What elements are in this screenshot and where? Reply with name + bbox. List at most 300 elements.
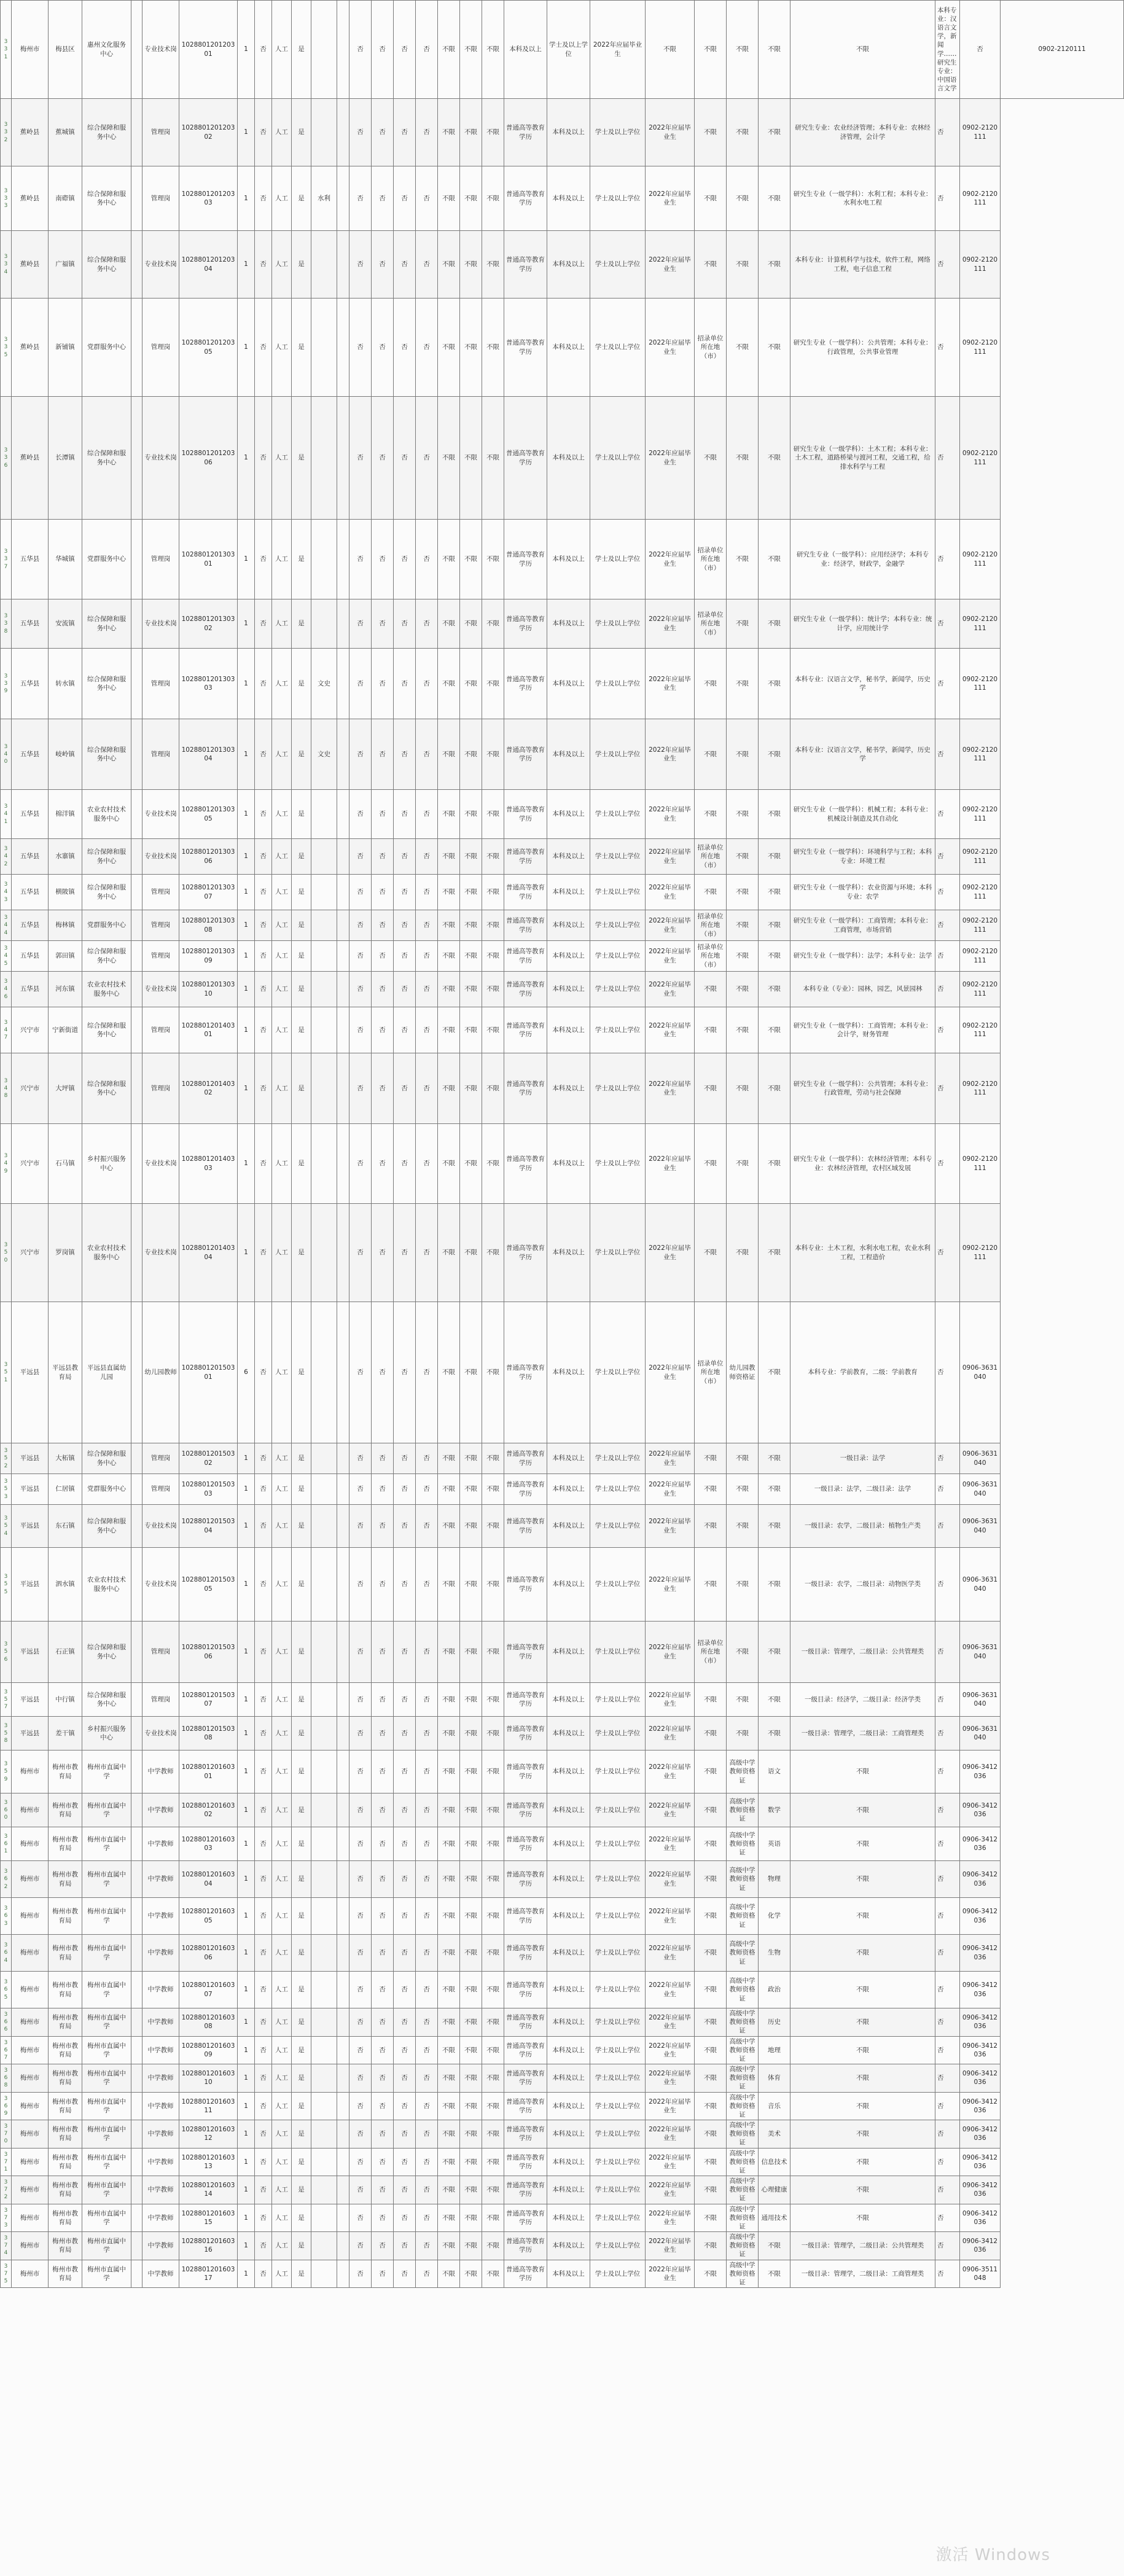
table-cell[interactable]: 是 <box>292 2008 311 2037</box>
table-cell[interactable]: 五华县 <box>12 941 49 972</box>
table-cell[interactable]: 梅州市直属中学 <box>82 2204 131 2232</box>
table-cell[interactable]: 102880120130307 <box>179 875 238 910</box>
table-cell[interactable]: 不限 <box>438 2120 460 2149</box>
table-cell[interactable]: 不限 <box>727 1474 759 1505</box>
table-cell[interactable]: 不限 <box>460 1548 482 1622</box>
table-cell[interactable]: 中学教师 <box>142 2260 179 2288</box>
table-cell[interactable]: 否 <box>349 299 372 397</box>
table-cell[interactable]: 不限 <box>482 2148 504 2176</box>
table-cell[interactable]: 梅州市直属中学 <box>82 2120 131 2149</box>
table-cell[interactable]: 不限 <box>482 875 504 910</box>
table-cell[interactable]: 人工 <box>272 1204 292 1302</box>
table-cell[interactable]: 招录单位所在地（市） <box>695 1302 727 1443</box>
table-cell[interactable] <box>131 1007 142 1053</box>
table-cell[interactable]: 研究生专业（一级学科）：农林经济管理；本科专业：农林经济管理，农村区域发展 <box>790 1124 935 1204</box>
table-cell[interactable]: 不限 <box>695 1683 727 1717</box>
table-cell[interactable]: 招录单位所在地（市） <box>695 599 727 649</box>
row-number[interactable]: 366 <box>1 2008 12 2037</box>
table-cell[interactable]: 否 <box>394 99 416 166</box>
table-cell[interactable]: 102880120160307 <box>179 1972 238 2008</box>
table-cell[interactable]: 普通高等教育学历 <box>504 875 547 910</box>
table-cell[interactable]: 不限 <box>438 1898 460 1935</box>
table-cell[interactable]: 否 <box>255 839 272 875</box>
table-cell[interactable]: 2022年应届毕业生 <box>646 1007 695 1053</box>
table-cell[interactable]: 1 <box>238 1827 255 1861</box>
table-cell[interactable]: 梅州市 <box>12 2008 49 2037</box>
table-cell[interactable]: 梅州市 <box>12 2036 49 2064</box>
table-cell[interactable]: 1 <box>238 1443 255 1474</box>
table-cell[interactable]: 梅州市直属中学 <box>82 2064 131 2093</box>
table-cell[interactable]: 否 <box>349 2120 372 2149</box>
table-cell[interactable]: 不限 <box>460 839 482 875</box>
table-cell[interactable] <box>131 166 142 231</box>
table-cell[interactable] <box>311 1793 337 1827</box>
row-number[interactable]: 365 <box>1 1972 12 2008</box>
table-cell[interactable]: 0902-2120111 <box>960 299 1001 397</box>
table-cell[interactable]: 人工 <box>272 599 292 649</box>
table-cell[interactable]: 否 <box>372 2092 394 2120</box>
table-cell[interactable] <box>311 1827 337 1861</box>
table-cell[interactable]: 专业技术岗 <box>142 972 179 1007</box>
row-number[interactable]: 338 <box>1 599 12 649</box>
table-cell[interactable] <box>131 599 142 649</box>
table-cell[interactable] <box>337 1683 349 1717</box>
table-cell[interactable]: 不限 <box>727 1548 759 1622</box>
table-cell[interactable]: 否 <box>394 231 416 299</box>
table-cell[interactable]: 否 <box>372 1793 394 1827</box>
table-cell[interactable]: 是 <box>292 2092 311 2120</box>
table-cell[interactable] <box>311 1548 337 1622</box>
table-cell[interactable]: 否 <box>394 1474 416 1505</box>
table-cell[interactable]: 否 <box>349 649 372 719</box>
table-cell[interactable]: 否 <box>349 2232 372 2260</box>
table-cell[interactable]: 2022年应届毕业生 <box>646 2232 695 2260</box>
table-cell[interactable]: 管理岗 <box>142 719 179 790</box>
table-cell[interactable]: 2022年应届毕业生 <box>646 2204 695 2232</box>
table-cell[interactable]: 否 <box>372 790 394 839</box>
table-cell[interactable] <box>311 790 337 839</box>
table-cell[interactable]: 2022年应届毕业生 <box>646 2092 695 2120</box>
table-cell[interactable]: 历史 <box>759 2008 790 2037</box>
table-cell[interactable]: 不限 <box>482 1 504 99</box>
table-cell[interactable]: 不限 <box>482 1683 504 1717</box>
table-cell[interactable] <box>311 875 337 910</box>
table-cell[interactable]: 是 <box>292 1474 311 1505</box>
table-cell[interactable]: 否 <box>255 2064 272 2093</box>
table-cell[interactable]: 水寨镇 <box>49 839 82 875</box>
table-cell[interactable]: 人工 <box>272 231 292 299</box>
table-cell[interactable]: 否 <box>935 649 960 719</box>
table-cell[interactable]: 否 <box>416 166 438 231</box>
table-cell[interactable]: 否 <box>935 1505 960 1548</box>
table-cell[interactable]: 否 <box>255 1898 272 1935</box>
table-cell[interactable]: 学士及以上学位 <box>590 2260 646 2288</box>
table-cell[interactable]: 不限 <box>438 520 460 599</box>
table-cell[interactable]: 否 <box>255 941 272 972</box>
table-cell[interactable] <box>337 941 349 972</box>
table-cell[interactable]: 普通高等教育学历 <box>504 520 547 599</box>
table-cell[interactable]: 人工 <box>272 1505 292 1548</box>
table-cell[interactable]: 否 <box>394 2232 416 2260</box>
table-cell[interactable]: 否 <box>255 1 272 99</box>
table-cell[interactable]: 2022年应届毕业生 <box>646 1622 695 1683</box>
table-cell[interactable]: 否 <box>935 1443 960 1474</box>
table-cell[interactable]: 招录单位所在地（市） <box>695 299 727 397</box>
table-cell[interactable]: 否 <box>416 875 438 910</box>
table-cell[interactable] <box>131 2036 142 2064</box>
table-cell[interactable]: 本科及以上 <box>547 972 590 1007</box>
table-cell[interactable]: 不限 <box>460 1 482 99</box>
table-cell[interactable]: 是 <box>292 166 311 231</box>
table-cell[interactable]: 农业农村技术服务中心 <box>82 1204 131 1302</box>
table-cell[interactable]: 本科专业（专业）：园林，园艺，风景园林 <box>790 972 935 1007</box>
table-cell[interactable]: 学士及以上学位 <box>590 2008 646 2037</box>
table-cell[interactable]: 高级中学教师资格证 <box>727 1935 759 1972</box>
table-cell[interactable]: 兴宁市 <box>12 1007 49 1053</box>
table-cell[interactable]: 综合保障和服务中心 <box>82 1622 131 1683</box>
row-number[interactable]: 356 <box>1 1622 12 1683</box>
table-cell[interactable]: 0902-2120111 <box>960 1124 1001 1204</box>
table-cell[interactable]: 本科及以上 <box>547 719 590 790</box>
table-cell[interactable]: 否 <box>349 166 372 231</box>
table-cell[interactable]: 本科及以上 <box>547 2092 590 2120</box>
table-cell[interactable]: 102880120120303 <box>179 166 238 231</box>
table-cell[interactable]: 否 <box>255 1053 272 1124</box>
table-cell[interactable]: 否 <box>394 649 416 719</box>
table-cell[interactable]: 1 <box>238 1935 255 1972</box>
table-cell[interactable]: 否 <box>372 719 394 790</box>
table-cell[interactable]: 否 <box>416 910 438 941</box>
table-cell[interactable]: 普通高等教育学历 <box>504 2092 547 2120</box>
table-cell[interactable]: 幼儿园教师资格证 <box>727 1302 759 1443</box>
table-cell[interactable]: 否 <box>255 1124 272 1204</box>
table-cell[interactable]: 人工 <box>272 1007 292 1053</box>
table-cell[interactable]: 普通高等教育学历 <box>504 1793 547 1827</box>
table-cell[interactable]: 不限 <box>727 1717 759 1751</box>
table-cell[interactable] <box>131 1474 142 1505</box>
table-cell[interactable]: 五华县 <box>12 972 49 1007</box>
row-number[interactable]: 346 <box>1 972 12 1007</box>
table-cell[interactable]: 否 <box>416 1007 438 1053</box>
row-number[interactable]: 349 <box>1 1124 12 1204</box>
table-cell[interactable]: 否 <box>394 1827 416 1861</box>
table-cell[interactable]: 1 <box>238 2260 255 2288</box>
table-cell[interactable]: 0902-2120111 <box>960 1053 1001 1124</box>
table-cell[interactable] <box>311 1751 337 1793</box>
table-cell[interactable]: 高级中学教师资格证 <box>727 2232 759 2260</box>
table-cell[interactable] <box>311 941 337 972</box>
table-cell[interactable]: 管理岗 <box>142 1474 179 1505</box>
table-cell[interactable]: 信息技术 <box>759 2148 790 2176</box>
table-cell[interactable]: 梅州市 <box>12 2232 49 2260</box>
table-cell[interactable]: 否 <box>416 1827 438 1861</box>
table-cell[interactable]: 否 <box>416 1548 438 1622</box>
table-cell[interactable]: 1 <box>238 166 255 231</box>
table-cell[interactable]: 1 <box>238 299 255 397</box>
table-cell[interactable]: 不限 <box>759 910 790 941</box>
table-cell[interactable]: 2022年应届毕业生 <box>646 2008 695 2037</box>
table-cell[interactable]: 不限 <box>482 1124 504 1204</box>
table-cell[interactable]: 党群服务中心 <box>82 910 131 941</box>
table-cell[interactable]: 否 <box>349 790 372 839</box>
table-cell[interactable]: 是 <box>292 910 311 941</box>
table-cell[interactable]: 中学教师 <box>142 2092 179 2120</box>
table-cell[interactable]: 否 <box>394 1622 416 1683</box>
table-cell[interactable]: 是 <box>292 1505 311 1548</box>
table-cell[interactable] <box>337 2204 349 2232</box>
table-cell[interactable]: 本科及以上 <box>547 2176 590 2204</box>
table-cell[interactable]: 否 <box>416 1793 438 1827</box>
table-cell[interactable]: 否 <box>394 1124 416 1204</box>
table-cell[interactable]: 否 <box>349 1972 372 2008</box>
table-cell[interactable]: 平远县 <box>12 1548 49 1622</box>
table-cell[interactable]: 0902-2120111 <box>960 910 1001 941</box>
table-cell[interactable]: 否 <box>394 1861 416 1898</box>
table-cell[interactable]: 否 <box>394 1007 416 1053</box>
row-number[interactable]: 367 <box>1 2036 12 2064</box>
table-cell[interactable]: 本科专业：汉语言文学，秘书学，新闻学，历史学 <box>790 649 935 719</box>
table-cell[interactable]: 否 <box>416 1505 438 1548</box>
table-cell[interactable]: 本科专业：计算机科学与技术，软件工程，网络工程，电子信息工程 <box>790 231 935 299</box>
table-cell[interactable] <box>311 2204 337 2232</box>
table-cell[interactable]: 本科及以上 <box>547 599 590 649</box>
table-cell[interactable]: 普通高等教育学历 <box>504 2232 547 2260</box>
table-cell[interactable] <box>337 1 349 99</box>
table-cell[interactable] <box>337 2036 349 2064</box>
table-cell[interactable]: 不限 <box>695 1 727 99</box>
row-number[interactable]: 354 <box>1 1505 12 1548</box>
table-cell[interactable]: 心理健康 <box>759 2176 790 2204</box>
table-cell[interactable]: 否 <box>416 790 438 839</box>
table-cell[interactable]: 否 <box>394 941 416 972</box>
table-cell[interactable] <box>311 972 337 1007</box>
table-cell[interactable]: 不限 <box>790 2176 935 2204</box>
table-cell[interactable]: 不限 <box>759 1717 790 1751</box>
table-cell[interactable]: 不限 <box>482 2064 504 2093</box>
table-cell[interactable]: 本科及以上 <box>547 2036 590 2064</box>
table-cell[interactable]: 否 <box>372 1007 394 1053</box>
table-cell[interactable]: 本科及以上 <box>547 1861 590 1898</box>
table-cell[interactable]: 普通高等教育学历 <box>504 397 547 520</box>
table-cell[interactable]: 不限 <box>438 1827 460 1861</box>
table-cell[interactable]: 1 <box>238 649 255 719</box>
table-cell[interactable]: 否 <box>935 1007 960 1053</box>
table-cell[interactable]: 蕉岭县 <box>12 397 49 520</box>
table-cell[interactable]: 不限 <box>727 941 759 972</box>
table-cell[interactable]: 否 <box>935 1302 960 1443</box>
table-cell[interactable]: 蕉岭县 <box>12 99 49 166</box>
table-cell[interactable]: 不限 <box>695 1007 727 1053</box>
table-cell[interactable]: 否 <box>394 1935 416 1972</box>
table-cell[interactable]: 否 <box>416 941 438 972</box>
table-cell[interactable]: 否 <box>416 299 438 397</box>
table-cell[interactable]: 102880120160314 <box>179 2176 238 2204</box>
table-cell[interactable]: 否 <box>349 1204 372 1302</box>
table-cell[interactable]: 0906-3412036 <box>960 2176 1001 2204</box>
table-cell[interactable]: 1 <box>238 1793 255 1827</box>
table-cell[interactable]: 综合保障和服务中心 <box>82 875 131 910</box>
table-cell[interactable]: 否 <box>394 599 416 649</box>
table-cell[interactable]: 不限 <box>482 231 504 299</box>
table-cell[interactable]: 否 <box>372 231 394 299</box>
table-cell[interactable]: 差干镇 <box>49 1717 82 1751</box>
table-cell[interactable]: 否 <box>349 1683 372 1717</box>
table-cell[interactable]: 0902-2120111 <box>960 166 1001 231</box>
table-cell[interactable]: 管理岗 <box>142 1683 179 1717</box>
table-cell[interactable]: 否 <box>255 875 272 910</box>
table-cell[interactable]: 0906-3631040 <box>960 1683 1001 1717</box>
table-cell[interactable]: 2022年应届毕业生 <box>646 299 695 397</box>
table-cell[interactable]: 不限 <box>460 1505 482 1548</box>
table-cell[interactable] <box>311 1717 337 1751</box>
table-cell[interactable]: 不限 <box>460 910 482 941</box>
table-cell[interactable]: 不限 <box>438 1053 460 1124</box>
table-cell[interactable]: 否 <box>394 520 416 599</box>
table-cell[interactable] <box>131 520 142 599</box>
table-cell[interactable] <box>337 1548 349 1622</box>
row-number[interactable]: 359 <box>1 1751 12 1793</box>
table-cell[interactable] <box>337 1007 349 1053</box>
table-cell[interactable] <box>131 1505 142 1548</box>
table-cell[interactable]: 梅州市教育局 <box>49 1861 82 1898</box>
table-cell[interactable]: 是 <box>292 1683 311 1717</box>
table-cell[interactable]: 1 <box>238 1053 255 1124</box>
table-cell[interactable]: 不限 <box>727 1443 759 1474</box>
table-cell[interactable]: 不限 <box>460 299 482 397</box>
table-cell[interactable]: 梅州市直属中学 <box>82 2260 131 2288</box>
table-cell[interactable] <box>337 1474 349 1505</box>
table-cell[interactable]: 否 <box>349 1302 372 1443</box>
table-cell[interactable]: 不限 <box>695 1474 727 1505</box>
table-cell[interactable]: 否 <box>935 2036 960 2064</box>
table-cell[interactable]: 2022年应届毕业生 <box>646 99 695 166</box>
table-cell[interactable]: 2022年应届毕业生 <box>646 166 695 231</box>
table-cell[interactable]: 否 <box>394 875 416 910</box>
table-cell[interactable] <box>337 1827 349 1861</box>
table-cell[interactable]: 综合保障和服务中心 <box>82 99 131 166</box>
table-cell[interactable]: 中学教师 <box>142 2008 179 2037</box>
table-cell[interactable]: 是 <box>292 520 311 599</box>
table-cell[interactable]: 梅州市直属中学 <box>82 1935 131 1972</box>
table-cell[interactable]: 否 <box>372 1751 394 1793</box>
table-cell[interactable]: 不限 <box>482 1622 504 1683</box>
table-cell[interactable]: 否 <box>416 2008 438 2037</box>
row-number[interactable]: 374 <box>1 2232 12 2260</box>
table-cell[interactable] <box>311 397 337 520</box>
table-cell[interactable]: 1 <box>238 599 255 649</box>
table-cell[interactable]: 否 <box>349 1443 372 1474</box>
table-cell[interactable]: 否 <box>372 972 394 1007</box>
table-cell[interactable]: 招录单位所在地（市） <box>695 1622 727 1683</box>
table-cell[interactable]: 1 <box>238 839 255 875</box>
table-cell[interactable]: 不限 <box>438 2008 460 2037</box>
table-cell[interactable]: 1 <box>238 1717 255 1751</box>
table-cell[interactable]: 学士及以上学位 <box>590 397 646 520</box>
table-cell[interactable]: 102880120160313 <box>179 2148 238 2176</box>
table-cell[interactable] <box>311 1204 337 1302</box>
table-cell[interactable]: 不限 <box>790 1827 935 1861</box>
table-cell[interactable]: 否 <box>349 910 372 941</box>
table-cell[interactable]: 水利 <box>311 166 337 231</box>
table-cell[interactable]: 管理岗 <box>142 166 179 231</box>
table-cell[interactable]: 学士及以上学位 <box>590 2092 646 2120</box>
table-cell[interactable]: 2022年应届毕业生 <box>646 1505 695 1548</box>
table-cell[interactable]: 物理 <box>759 1861 790 1898</box>
table-cell[interactable]: 学士及以上学位 <box>590 2036 646 2064</box>
table-cell[interactable]: 平远县 <box>12 1302 49 1443</box>
table-cell[interactable] <box>131 1204 142 1302</box>
table-cell[interactable]: 否 <box>255 231 272 299</box>
table-cell[interactable]: 否 <box>416 1124 438 1204</box>
table-cell[interactable]: 梅州市 <box>12 1 49 99</box>
table-cell[interactable]: 不限 <box>695 1972 727 2008</box>
table-cell[interactable]: 不限 <box>790 1972 935 2008</box>
table-cell[interactable]: 否 <box>394 1053 416 1124</box>
table-cell[interactable]: 不限 <box>759 2260 790 2288</box>
table-cell[interactable]: 研究生专业（一级学科）：工商管理；本科专业：会计学，财务管理 <box>790 1007 935 1053</box>
table-cell[interactable]: 普通高等教育学历 <box>504 790 547 839</box>
table-cell[interactable]: 人工 <box>272 99 292 166</box>
table-cell[interactable]: 不限 <box>482 2120 504 2149</box>
table-cell[interactable]: 人工 <box>272 2260 292 2288</box>
table-cell[interactable]: 招录单位所在地（市） <box>695 839 727 875</box>
table-cell[interactable]: 党群服务中心 <box>82 299 131 397</box>
table-cell[interactable] <box>337 1302 349 1443</box>
table-cell[interactable]: 102880120140303 <box>179 1124 238 1204</box>
table-cell[interactable]: 不限 <box>482 299 504 397</box>
table-cell[interactable] <box>131 1717 142 1751</box>
table-cell[interactable]: 学士及以上学位 <box>590 790 646 839</box>
table-cell[interactable]: 否 <box>349 875 372 910</box>
table-cell[interactable]: 不限 <box>482 2008 504 2037</box>
table-cell[interactable]: 不限 <box>759 397 790 520</box>
table-cell[interactable] <box>337 1751 349 1793</box>
table-cell[interactable]: 否 <box>349 1548 372 1622</box>
table-cell[interactable]: 本科及以上 <box>547 397 590 520</box>
table-cell[interactable]: 不限 <box>460 2092 482 2120</box>
table-cell[interactable]: 否 <box>255 599 272 649</box>
table-cell[interactable]: 1 <box>238 2008 255 2037</box>
table-cell[interactable]: 普通高等教育学历 <box>504 2036 547 2064</box>
table-cell[interactable]: 学士及以上学位 <box>590 520 646 599</box>
table-cell[interactable]: 1 <box>238 972 255 1007</box>
table-cell[interactable]: 平远县 <box>12 1717 49 1751</box>
table-cell[interactable]: 否 <box>372 839 394 875</box>
table-cell[interactable]: 否 <box>372 2260 394 2288</box>
table-cell[interactable]: 人工 <box>272 2176 292 2204</box>
table-cell[interactable]: 本科及以上 <box>547 99 590 166</box>
table-cell[interactable]: 普通高等教育学历 <box>504 2204 547 2232</box>
table-cell[interactable]: 否 <box>372 1548 394 1622</box>
table-cell[interactable]: 不限 <box>695 1548 727 1622</box>
table-cell[interactable]: 不限 <box>790 1793 935 1827</box>
table-cell[interactable]: 0906-3631040 <box>960 1302 1001 1443</box>
table-cell[interactable]: 0902-2120111 <box>960 719 1001 790</box>
table-cell[interactable]: 人工 <box>272 1302 292 1443</box>
table-cell[interactable]: 地理 <box>759 2036 790 2064</box>
table-cell[interactable]: 否 <box>935 2092 960 2120</box>
table-cell[interactable] <box>131 649 142 719</box>
table-cell[interactable]: 不限 <box>727 1124 759 1204</box>
table-cell[interactable]: 普通高等教育学历 <box>504 1898 547 1935</box>
table-cell[interactable]: 平远县教育局 <box>49 1302 82 1443</box>
table-cell[interactable]: 是 <box>292 941 311 972</box>
table-cell[interactable]: 1 <box>238 397 255 520</box>
table-cell[interactable]: 普通高等教育学历 <box>504 166 547 231</box>
table-cell[interactable] <box>131 2204 142 2232</box>
table-cell[interactable]: 人工 <box>272 1548 292 1622</box>
row-number[interactable]: 357 <box>1 1683 12 1717</box>
